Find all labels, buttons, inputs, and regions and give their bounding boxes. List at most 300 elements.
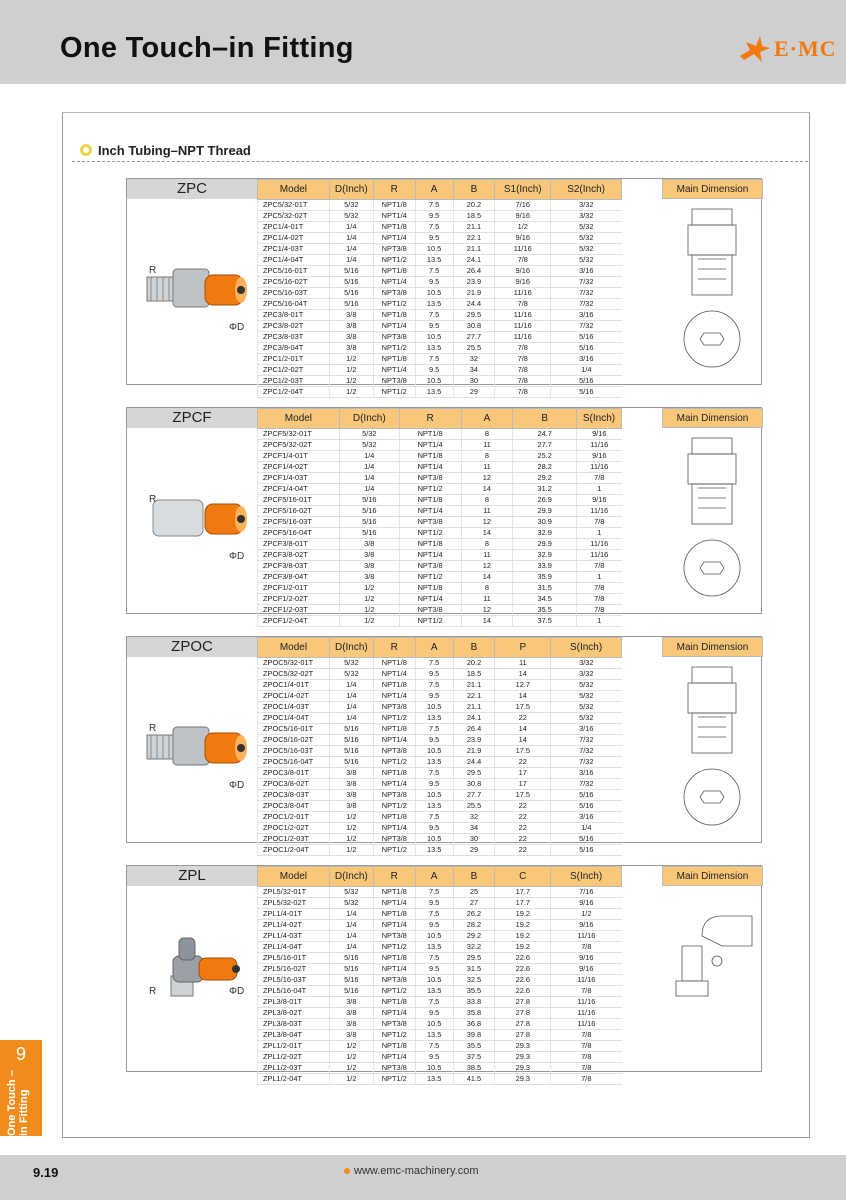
table-row xyxy=(258,506,622,517)
model-cell: ZPOC5/16-02T xyxy=(258,735,330,746)
model-cell: ZPCF5/16-02T xyxy=(258,506,340,517)
value-cell: 13.5 xyxy=(415,713,453,724)
model-cell: ZPC1/2-04T xyxy=(258,387,330,398)
value-cell: NPT1/2 xyxy=(373,986,415,997)
value-cell: 10.5 xyxy=(415,702,453,713)
dimension-drawing xyxy=(662,428,763,613)
value-cell: 5/16 xyxy=(551,790,622,801)
column-header: B xyxy=(453,638,495,658)
table-row xyxy=(258,691,622,702)
value-cell: 14 xyxy=(461,616,513,627)
model-cell: ZPC5/16-01T xyxy=(258,266,330,277)
value-cell: 1/2 xyxy=(339,605,399,616)
value-cell: NPT1/4 xyxy=(399,550,461,561)
value-cell: 7/8 xyxy=(551,986,622,997)
fitting-image-icon xyxy=(127,886,257,1036)
value-cell: NPT3/8 xyxy=(373,1019,415,1030)
value-cell: 31.5 xyxy=(453,964,495,975)
product-series-label: ZPOC xyxy=(127,637,257,657)
column-header: Model xyxy=(258,180,330,200)
value-cell: 1/2 xyxy=(329,845,373,856)
value-cell: NPT1/4 xyxy=(373,277,415,288)
value-cell: 29 xyxy=(453,387,495,398)
value-cell: 3/8 xyxy=(339,561,399,572)
value-cell: NPT1/8 xyxy=(373,997,415,1008)
value-cell: NPT1/2 xyxy=(373,1074,415,1085)
page-title: One Touch–in Fitting xyxy=(60,32,354,64)
value-cell: 5/32 xyxy=(339,429,399,440)
value-cell: 7/32 xyxy=(551,277,622,288)
value-cell: NPT1/8 xyxy=(373,768,415,779)
chapter-label: One Touch –in Fitting xyxy=(6,1070,30,1136)
value-cell: 9/16 xyxy=(495,277,551,288)
value-cell: 29.5 xyxy=(453,768,495,779)
value-cell: 9/16 xyxy=(495,211,551,222)
section-title-text: Inch Tubing–NPT Thread xyxy=(98,143,251,158)
column-header: D(Inch) xyxy=(329,867,373,887)
value-cell: 3/8 xyxy=(329,1008,373,1019)
value-cell: 18.5 xyxy=(453,211,495,222)
dimension-drawing xyxy=(662,199,763,384)
value-cell: 22 xyxy=(495,801,551,812)
value-cell: 9.5 xyxy=(415,233,453,244)
value-cell: NPT1/8 xyxy=(373,1041,415,1052)
value-cell: 36.8 xyxy=(453,1019,495,1030)
value-cell: 7.5 xyxy=(415,887,453,898)
value-cell: 3/32 xyxy=(551,669,622,680)
value-cell: 21.9 xyxy=(453,746,495,757)
model-cell: ZPOC1/4-03T xyxy=(258,702,330,713)
value-cell: 12.7 xyxy=(495,680,551,691)
value-cell: 1/4 xyxy=(329,942,373,953)
model-cell: ZPOC5/32-02T xyxy=(258,669,330,680)
model-cell: ZPC1/2-01T xyxy=(258,354,330,365)
value-cell: 7/8 xyxy=(577,561,622,572)
value-cell: 12 xyxy=(461,517,513,528)
value-cell: NPT3/8 xyxy=(373,332,415,343)
column-header: B xyxy=(453,867,495,887)
table-row xyxy=(258,583,622,594)
value-cell: 5/32 xyxy=(551,244,622,255)
value-cell: 5/16 xyxy=(329,953,373,964)
product-block-zpoc xyxy=(126,636,762,854)
value-cell: 1 xyxy=(577,528,622,539)
column-header: Model xyxy=(258,409,340,429)
table-row xyxy=(258,288,622,299)
table-row xyxy=(258,266,622,277)
tube-port-label: ΦD xyxy=(229,986,245,997)
dimension-diagram-icon xyxy=(662,886,763,1066)
model-cell: ZPCF1/2-02T xyxy=(258,594,340,605)
value-cell: 7/8 xyxy=(495,299,551,310)
value-cell: 3/8 xyxy=(329,997,373,1008)
value-cell: NPT1/4 xyxy=(373,233,415,244)
value-cell: 25 xyxy=(453,887,495,898)
value-cell: 31.2 xyxy=(513,484,577,495)
value-cell: NPT3/8 xyxy=(373,746,415,757)
value-cell: 28.2 xyxy=(513,462,577,473)
value-cell: 9/16 xyxy=(577,495,622,506)
value-cell: 7/8 xyxy=(551,1041,622,1052)
value-cell: NPT1/8 xyxy=(373,909,415,920)
spec-table xyxy=(257,866,622,1085)
value-cell: 27.8 xyxy=(495,1030,551,1041)
product-series-label: ZPCF xyxy=(127,408,257,428)
value-cell: 17.5 xyxy=(495,746,551,757)
value-cell: 32.5 xyxy=(453,975,495,986)
value-cell: 1/2 xyxy=(329,1063,373,1074)
value-cell: 11/16 xyxy=(551,1019,622,1030)
value-cell: 1/4 xyxy=(339,484,399,495)
table-row xyxy=(258,658,622,669)
model-cell: ZPL1/2-03T xyxy=(258,1063,330,1074)
model-cell: ZPL1/2-04T xyxy=(258,1074,330,1085)
value-cell: 1/2 xyxy=(329,1074,373,1085)
value-cell: 3/8 xyxy=(339,550,399,561)
spec-table xyxy=(257,408,622,627)
value-cell: 7.5 xyxy=(415,909,453,920)
value-cell: 7/16 xyxy=(495,200,551,211)
table-row xyxy=(258,451,622,462)
model-cell: ZPL3/8-02T xyxy=(258,1008,330,1019)
value-cell: 3/32 xyxy=(551,658,622,669)
value-cell: 5/16 xyxy=(329,975,373,986)
value-cell: 8 xyxy=(461,451,513,462)
product-block-zpc xyxy=(126,178,762,396)
value-cell: 29.3 xyxy=(495,1063,551,1074)
value-cell: NPT1/4 xyxy=(373,735,415,746)
table-row xyxy=(258,1019,622,1030)
table-row xyxy=(258,887,622,898)
value-cell: 21.9 xyxy=(453,288,495,299)
value-cell: 39.8 xyxy=(453,1030,495,1041)
value-cell: 1/4 xyxy=(339,473,399,484)
value-cell: 14 xyxy=(495,669,551,680)
value-cell: NPT1/4 xyxy=(399,440,461,451)
table-row xyxy=(258,387,622,398)
dimension-diagram-icon xyxy=(662,657,763,837)
value-cell: 8 xyxy=(461,495,513,506)
value-cell: 17.5 xyxy=(495,702,551,713)
table-row xyxy=(258,233,622,244)
value-cell: NPT1/8 xyxy=(399,451,461,462)
value-cell: 1/2 xyxy=(329,387,373,398)
value-cell: 11 xyxy=(461,506,513,517)
value-cell: 11/16 xyxy=(551,997,622,1008)
model-cell: ZPL3/8-03T xyxy=(258,1019,330,1030)
table-row xyxy=(258,222,622,233)
column-header: R xyxy=(373,180,415,200)
tube-port-label: ΦD xyxy=(229,322,245,333)
main-dimension-header: Main Dimension xyxy=(662,866,763,886)
value-cell: 35.5 xyxy=(453,1041,495,1052)
value-cell: 13.5 xyxy=(415,986,453,997)
value-cell: 11/16 xyxy=(551,931,622,942)
value-cell: 41.5 xyxy=(453,1074,495,1085)
value-cell: 20.2 xyxy=(453,200,495,211)
column-header: Model xyxy=(258,638,330,658)
value-cell: NPT1/4 xyxy=(373,1052,415,1063)
column-header: D(Inch) xyxy=(329,638,373,658)
value-cell: 7/8 xyxy=(551,1030,622,1041)
model-cell: ZPCF1/2-01T xyxy=(258,583,340,594)
value-cell: 29.3 xyxy=(495,1041,551,1052)
main-dimension-header: Main Dimension xyxy=(662,179,763,199)
value-cell: 22 xyxy=(495,834,551,845)
value-cell: NPT1/2 xyxy=(373,255,415,266)
value-cell: 9.5 xyxy=(415,1052,453,1063)
value-cell: 1/4 xyxy=(329,702,373,713)
value-cell: NPT1/2 xyxy=(373,387,415,398)
table-row xyxy=(258,713,622,724)
value-cell: 29.9 xyxy=(513,539,577,550)
value-cell: 29.9 xyxy=(513,506,577,517)
value-cell: NPT1/8 xyxy=(399,495,461,506)
value-cell: 3/8 xyxy=(329,310,373,321)
value-cell: 7.5 xyxy=(415,768,453,779)
value-cell: 7.5 xyxy=(415,266,453,277)
value-cell: 10.5 xyxy=(415,790,453,801)
table-row xyxy=(258,834,622,845)
column-header: A xyxy=(415,638,453,658)
value-cell: 11/16 xyxy=(577,506,622,517)
value-cell: NPT1/8 xyxy=(373,266,415,277)
value-cell: 5/32 xyxy=(551,691,622,702)
value-cell: NPT1/2 xyxy=(399,528,461,539)
value-cell: 1/2 xyxy=(339,583,399,594)
model-cell: ZPOC3/8-04T xyxy=(258,801,330,812)
value-cell: 1/2 xyxy=(329,365,373,376)
model-cell: ZPC5/16-03T xyxy=(258,288,330,299)
value-cell: NPT1/8 xyxy=(373,354,415,365)
dimension-drawing xyxy=(662,657,763,842)
value-cell: 30.9 xyxy=(513,517,577,528)
value-cell: 5/32 xyxy=(329,211,373,222)
table-row xyxy=(258,964,622,975)
value-cell: 13.5 xyxy=(415,343,453,354)
value-cell: 3/32 xyxy=(551,200,622,211)
model-cell: ZPOC5/16-04T xyxy=(258,757,330,768)
value-cell: 1/2 xyxy=(329,834,373,845)
value-cell: 1/2 xyxy=(495,222,551,233)
value-cell: NPT3/8 xyxy=(373,288,415,299)
model-cell: ZPL5/16-03T xyxy=(258,975,330,986)
model-cell: ZPC3/8-03T xyxy=(258,332,330,343)
section-divider xyxy=(72,161,808,162)
model-cell: ZPL5/16-04T xyxy=(258,986,330,997)
value-cell: 7/8 xyxy=(551,1063,622,1074)
value-cell: 22.6 xyxy=(495,975,551,986)
value-cell: 7/32 xyxy=(551,757,622,768)
table-row xyxy=(258,909,622,920)
column-header: P xyxy=(495,638,551,658)
column-header: S(Inch) xyxy=(551,867,622,887)
model-cell: ZPOC1/2-04T xyxy=(258,845,330,856)
model-cell: ZPCF1/4-04T xyxy=(258,484,340,495)
column-header: B xyxy=(453,180,495,200)
model-cell: ZPC1/4-02T xyxy=(258,233,330,244)
value-cell: 37.5 xyxy=(513,616,577,627)
value-cell: NPT1/8 xyxy=(373,887,415,898)
model-cell: ZPC5/32-01T xyxy=(258,200,330,211)
value-cell: 32 xyxy=(453,354,495,365)
value-cell: 1/2 xyxy=(329,812,373,823)
model-cell: ZPCF5/32-02T xyxy=(258,440,340,451)
value-cell: NPT3/8 xyxy=(399,605,461,616)
dimension-diagram-icon xyxy=(662,199,763,379)
value-cell: 1/4 xyxy=(339,462,399,473)
value-cell: 9/16 xyxy=(577,429,622,440)
value-cell: 5/32 xyxy=(551,680,622,691)
value-cell: 8 xyxy=(461,539,513,550)
value-cell: 12 xyxy=(461,561,513,572)
value-cell: 5/16 xyxy=(551,801,622,812)
table-row xyxy=(258,790,622,801)
value-cell: 32.9 xyxy=(513,550,577,561)
value-cell: 5/32 xyxy=(329,658,373,669)
value-cell: 32 xyxy=(453,812,495,823)
value-cell: 5/16 xyxy=(329,299,373,310)
model-cell: ZPL3/8-01T xyxy=(258,997,330,1008)
value-cell: NPT1/8 xyxy=(373,222,415,233)
value-cell: 3/8 xyxy=(329,1019,373,1030)
value-cell: 14 xyxy=(461,484,513,495)
value-cell: 1/2 xyxy=(339,616,399,627)
value-cell: 13.5 xyxy=(415,801,453,812)
value-cell: 3/16 xyxy=(551,768,622,779)
thread-port-label: R xyxy=(149,265,157,276)
value-cell: 1/2 xyxy=(329,823,373,834)
table-row xyxy=(258,942,622,953)
model-cell: ZPC3/8-02T xyxy=(258,321,330,332)
value-cell: 9.5 xyxy=(415,920,453,931)
value-cell: 11/16 xyxy=(551,1008,622,1019)
value-cell: 3/8 xyxy=(329,779,373,790)
value-cell: 21.1 xyxy=(453,702,495,713)
value-cell: 11/16 xyxy=(495,310,551,321)
value-cell: 10.5 xyxy=(415,834,453,845)
value-cell: 11 xyxy=(461,594,513,605)
value-cell: NPT1/4 xyxy=(373,365,415,376)
value-cell: 22.6 xyxy=(495,964,551,975)
value-cell: 7/8 xyxy=(551,942,622,953)
value-cell: 11/16 xyxy=(577,539,622,550)
value-cell: 1/4 xyxy=(329,909,373,920)
value-cell: NPT1/8 xyxy=(373,680,415,691)
value-cell: 11/16 xyxy=(495,244,551,255)
value-cell: 1/4 xyxy=(329,222,373,233)
table-row xyxy=(258,975,622,986)
value-cell: 7.5 xyxy=(415,812,453,823)
value-cell: 10.5 xyxy=(415,288,453,299)
product-block-zpcf xyxy=(126,407,762,625)
model-cell: ZPC5/16-04T xyxy=(258,299,330,310)
value-cell: 8 xyxy=(461,583,513,594)
dimension-diagram-icon xyxy=(662,428,763,608)
value-cell: 11 xyxy=(461,550,513,561)
value-cell: 7/8 xyxy=(577,594,622,605)
model-cell: ZPOC1/2-03T xyxy=(258,834,330,845)
value-cell: 5/16 xyxy=(329,746,373,757)
value-cell: 5/32 xyxy=(551,255,622,266)
model-cell: ZPCF5/16-04T xyxy=(258,528,340,539)
value-cell: 13.5 xyxy=(415,845,453,856)
table-row xyxy=(258,277,622,288)
value-cell: 9/16 xyxy=(551,920,622,931)
value-cell: 13.5 xyxy=(415,387,453,398)
footer-bar xyxy=(0,1155,846,1200)
product-photo xyxy=(127,886,257,1041)
value-cell: 21.1 xyxy=(453,680,495,691)
value-cell: 5/32 xyxy=(551,233,622,244)
website-link[interactable] xyxy=(344,1165,479,1177)
value-cell: NPT1/2 xyxy=(373,1030,415,1041)
column-header: R xyxy=(373,638,415,658)
spec-table xyxy=(257,637,622,856)
table-row xyxy=(258,528,622,539)
value-cell: 3/8 xyxy=(329,801,373,812)
table-row xyxy=(258,299,622,310)
value-cell: 22 xyxy=(495,845,551,856)
value-cell: 3/8 xyxy=(329,332,373,343)
table-row xyxy=(258,680,622,691)
table-row xyxy=(258,845,622,856)
value-cell: NPT1/4 xyxy=(373,920,415,931)
column-header: D(Inch) xyxy=(329,180,373,200)
value-cell: 1/4 xyxy=(551,823,622,834)
column-header: S(Inch) xyxy=(577,409,622,429)
table-row xyxy=(258,376,622,387)
value-cell: 5/32 xyxy=(551,713,622,724)
value-cell: 22 xyxy=(495,713,551,724)
value-cell: 22.1 xyxy=(453,691,495,702)
table-row xyxy=(258,200,622,211)
value-cell: 35.5 xyxy=(453,986,495,997)
value-cell: 11/16 xyxy=(577,550,622,561)
column-header: R xyxy=(373,867,415,887)
value-cell: 24.4 xyxy=(453,757,495,768)
table-row xyxy=(258,321,622,332)
value-cell: 1/4 xyxy=(551,365,622,376)
value-cell: 7/8 xyxy=(495,365,551,376)
table-row xyxy=(258,779,622,790)
value-cell: 7/32 xyxy=(551,735,622,746)
value-cell: 5/32 xyxy=(551,222,622,233)
value-cell: 9/16 xyxy=(495,266,551,277)
value-cell: NPT1/2 xyxy=(399,572,461,583)
model-cell: ZPCF3/8-04T xyxy=(258,572,340,583)
value-cell: NPT1/4 xyxy=(373,964,415,975)
dragon-logo-icon xyxy=(736,30,772,66)
chapter-number: 9 xyxy=(15,1044,26,1064)
value-cell: NPT1/4 xyxy=(373,691,415,702)
value-cell: NPT1/2 xyxy=(373,942,415,953)
value-cell: 26.9 xyxy=(513,495,577,506)
value-cell: 7/8 xyxy=(495,255,551,266)
value-cell: 7/16 xyxy=(551,887,622,898)
value-cell: 7/32 xyxy=(551,779,622,790)
value-cell: 1/2 xyxy=(329,354,373,365)
model-cell: ZPL5/16-01T xyxy=(258,953,330,964)
value-cell: 12 xyxy=(461,605,513,616)
model-cell: ZPC1/2-03T xyxy=(258,376,330,387)
value-cell: 29.2 xyxy=(513,473,577,484)
value-cell: 3/8 xyxy=(329,321,373,332)
value-cell: 11/16 xyxy=(495,288,551,299)
model-cell: ZPOC5/16-01T xyxy=(258,724,330,735)
value-cell: 1/4 xyxy=(329,680,373,691)
table-row xyxy=(258,310,622,321)
